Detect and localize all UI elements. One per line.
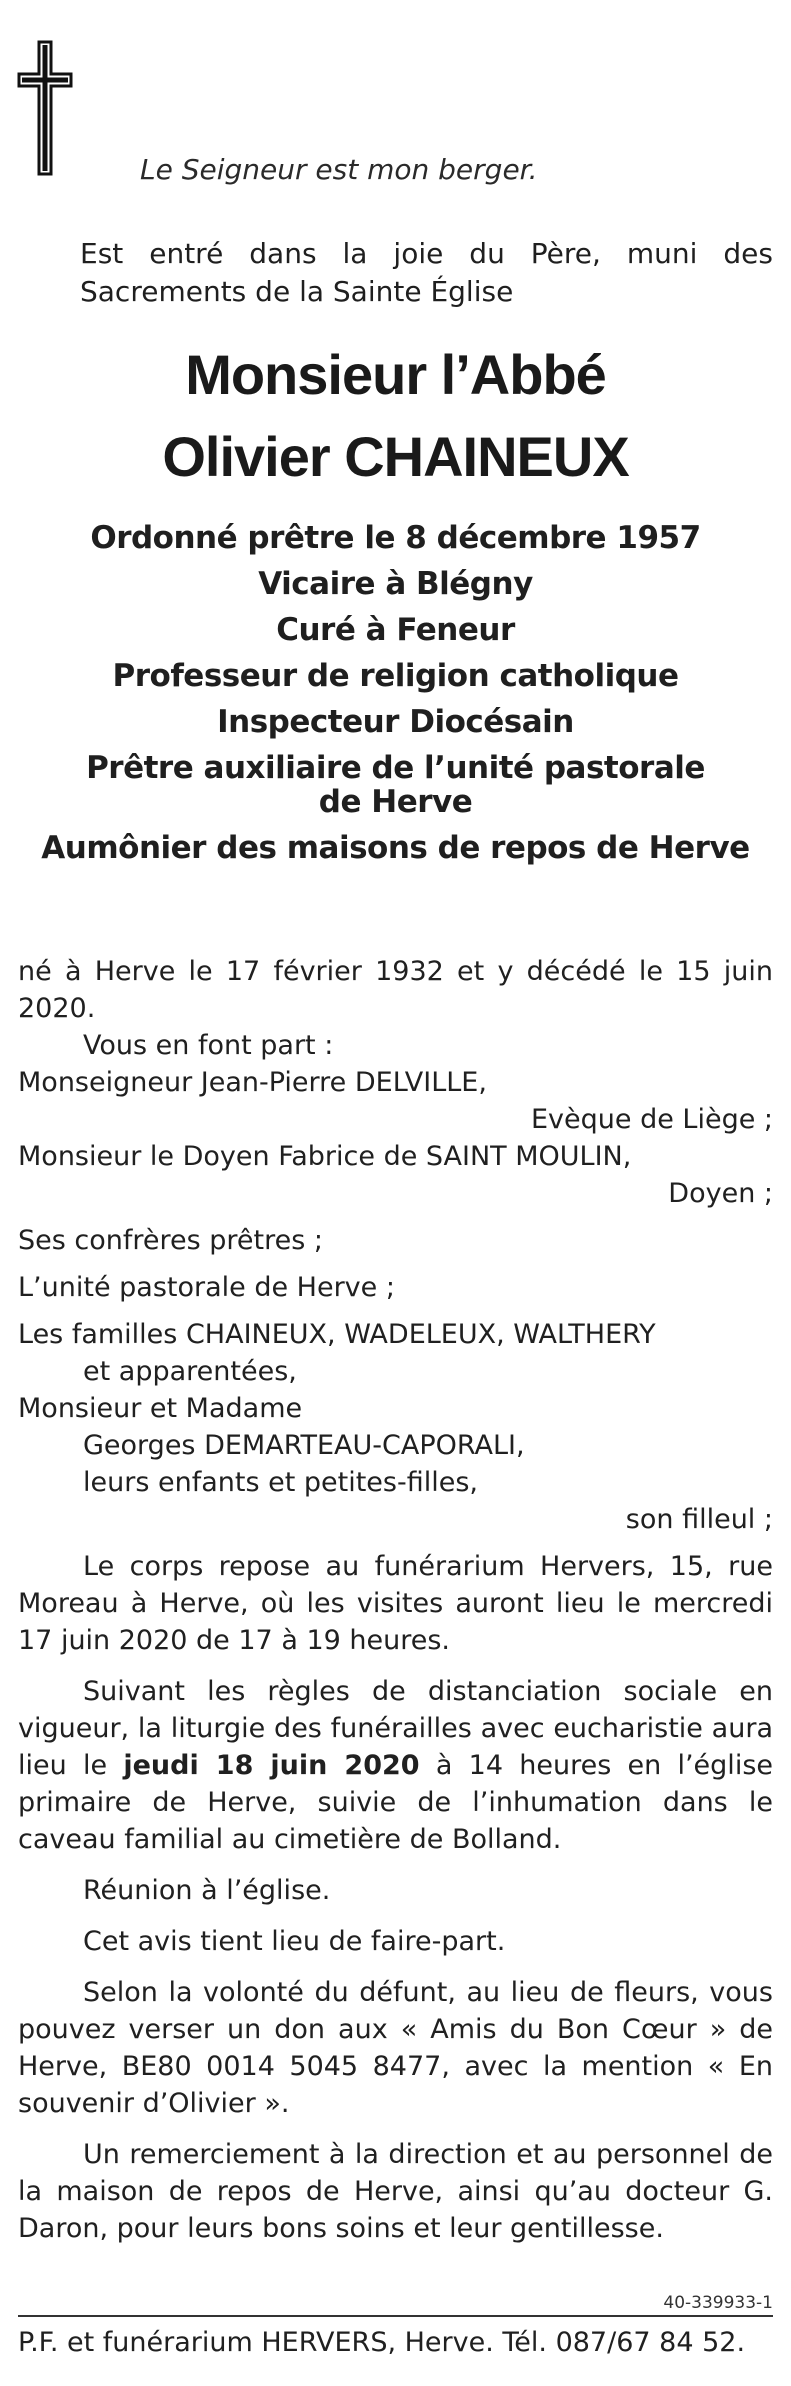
title-item: Prêtre auxiliaire de l’unité pastorale [86, 750, 705, 786]
liturgy-text: à 14 heures en l’église primaire de Herve, suivie de l’inhumation dans le caveau familial au cimetière de Bolland. [18, 1750, 773, 1855]
birth-death: né à Herve le 17 février 1932 et y décédé le 15 juin 2020. [18, 956, 773, 1024]
notice-note: Cet avis tient lieu de faire-part. [83, 1926, 506, 1957]
mourner-name: Monsieur et Madame [18, 1393, 303, 1424]
mourner-detail: Georges DEMARTEAU-CAPORALI, [83, 1430, 525, 1461]
mourner-detail: et apparentées, [83, 1356, 297, 1387]
title-item: de Herve [318, 784, 473, 820]
reference-number: 40-339933-1 [663, 2293, 773, 2313]
mourner-name: Les familles CHAINEUX, WADELEUX, WALTHERY [18, 1319, 656, 1350]
funeral-date: jeudi 18 juin 2020 [123, 1750, 420, 1781]
mourner-detail: leurs enfants et petites-filles, [83, 1467, 478, 1498]
paragraph-donation: Selon la volonté du défunt, au lieu de fleurs, vous pouvez verser un don aux « Amis du Bon Cœur » de Herve, BE80 0014 5045 8477, avec la mention « En souvenir d’Olivier ». [18, 1977, 773, 2119]
paragraph-liturgy [18, 1673, 773, 1858]
announce: Vous en font part : [83, 1030, 334, 1061]
mourner-name: Monsieur le Doyen Fabrice de SAINT MOULIN, [18, 1141, 632, 1172]
liturgy-text: Suivant les règles de distanciation sociale en vigueur, la liturgie des funérailles avec eucharistie aura lieu le [18, 1676, 773, 1781]
mourner-detail: son filleul ; [625, 1504, 773, 1535]
intro-text: Est entré dans la joie du Père, muni des Sacrements de la Sainte Église [80, 237, 773, 308]
title-item: Aumônier des maisons de repos de Herve [41, 830, 750, 866]
title-item: Professeur de religion catholique [112, 658, 679, 694]
divider [18, 2315, 773, 2317]
obituary-body [18, 953, 773, 2247]
mourner-name: L’unité pastorale de Herve ; [18, 1272, 395, 1303]
deceased-name-line1: Monsieur l’Abbé [185, 343, 606, 406]
paragraph-visitation: Le corps repose au funérarium Hervers, 15, rue Moreau à Herve, où les visites auront lieu le mercredi 17 juin 2020 de 17 à 19 heures. [18, 1551, 773, 1656]
titles-list [0, 515, 791, 871]
deceased-name-line2: Olivier CHAINEUX [162, 425, 629, 488]
mourner-name: Monseigneur Jean-Pierre DELVILLE, [18, 1067, 487, 1098]
mourner-role: Doyen ; [668, 1178, 773, 1209]
meeting-note: Réunion à l’église. [83, 1875, 331, 1906]
title-item: Vicaire à Blégny [258, 566, 533, 602]
mourner-role: Evèque de Liège ; [530, 1104, 773, 1135]
paragraph-thanks: Un remerciement à la direction et au personnel de la maison de repos de Herve, ainsi qu’au docteur G. Daron, pour leurs bons soins et leur gentillesse. [18, 2139, 773, 2244]
title-item: Ordonné prêtre le 8 décembre 1957 [90, 520, 701, 556]
footer-funeral-home: P.F. et funérarium HERVERS, Herve. Tél. 087/67 84 52. [18, 2327, 746, 2358]
title-item: Inspecteur Diocésain [217, 704, 574, 740]
title-item: Curé à Feneur [276, 612, 515, 648]
mourner-name: Ses confrères prêtres ; [18, 1225, 323, 1256]
cross-icon [17, 40, 73, 176]
motto: Le Seigneur est mon berger. [140, 153, 538, 186]
